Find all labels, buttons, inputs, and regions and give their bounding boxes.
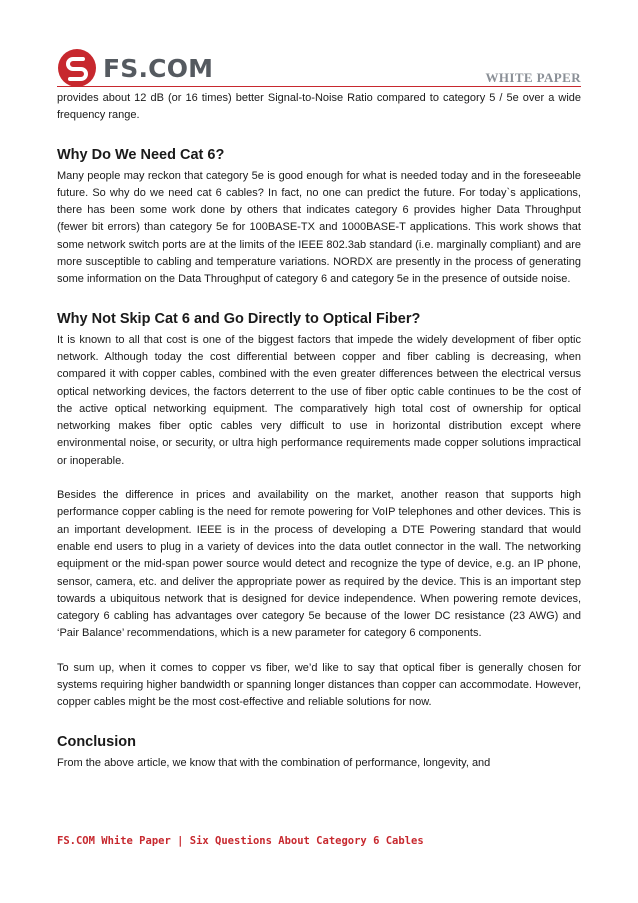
brand-name: FS.COM [103, 53, 214, 83]
section-paragraph: Many people may reckon that category 5e is good enough for what is needed today and in the foreseeable future. So why do we need cat 6 cables? In fact, no one can predict the future. For today`s applications, there has been some work done by others that indicates category 6 provides higher Data Throughput (fewer bit errors) than category 5e for 100BASE-TX and 1000BASE-T applications. This work shows that some network switch ports are at the limits of the IEEE 802.3ab standard (i.e. marginally compliant) and are more susceptible to cabling and temperature variations. NORDX are presently in the process of generating some information on the Data Throughput of category 6 and category 5e in the presence of outside noise. [57, 169, 581, 286]
brand-logo [57, 48, 213, 88]
section-heading-optical-fiber: Why Not Skip Cat 6 and Go Directly to Optical Fiber? [57, 310, 421, 327]
section-paragraph: It is known to all that cost is one of the biggest factors that impede the widely development of fiber optic network. Although today the cost differential between copper and fiber cabling is decreasing, when compared it with copper cables, combined with the even greater differences between the electrical versus optical networking devices, the factors deterrent to the use of fiber optic cable continues to be the cost of the active optical networking equipment. The comparatively high total cost of ownership for optical networking makes fiber optic cables very difficult to use in horizontal distribution except where environmental noise, or security, or ultra high performance requirements made copper solutions impractical or inoperable. [57, 333, 581, 467]
section-paragraph: To sum up, when it comes to copper vs fiber, we’d like to say that optical fiber is generally chosen for systems requiring higher bandwidth or spanning longer distances than copper can accommodate. However, copper cables might be the most cost-effective and reliable solutions for now. [57, 661, 581, 709]
section-heading-conclusion: Conclusion [57, 733, 136, 750]
section-paragraph: From the above article, we know that with the combination of performance, longevity, and [57, 756, 491, 769]
page-footer: FS.COM White Paper | Six Questions About Category 6 Cables [57, 835, 424, 847]
header-divider [57, 86, 581, 87]
intro-paragraph: provides about 12 dB (or 16 times) better Signal-to-Noise Ratio compared to category 5 / 5e over a wide frequency range. [57, 92, 581, 122]
section-heading-why-cat6: Why Do We Need Cat 6? [57, 146, 225, 163]
doc-type-label: WHITE PAPER [485, 70, 581, 85]
section-paragraph: Besides the difference in prices and availability on the market, another reason that supports high performance copper cabling is the need for remote powering for VoIP telephones and other devices. This is an important development. IEEE is in the process of developing a DTE Powering standard that would enable end users to plug in a variety of devices into the data outlet connector in the wall. The networking equipment or the mid-span power source would detect and recognize the type of device, e.g. an IP phone, sensor, camera, etc. and deliver the appropriate power as required by the device. This is an important step towards a ubiquitous network that is designed for device independence. When powering remote devices, category 6 cabling has advantages over category 5e because of the lower DC resistance (23 AWG) and ‘Pair Balance’ recommendations, which is a new parameter for category 6 components. [57, 489, 581, 640]
document-body [57, 90, 581, 772]
fs-logo-icon [57, 48, 97, 88]
